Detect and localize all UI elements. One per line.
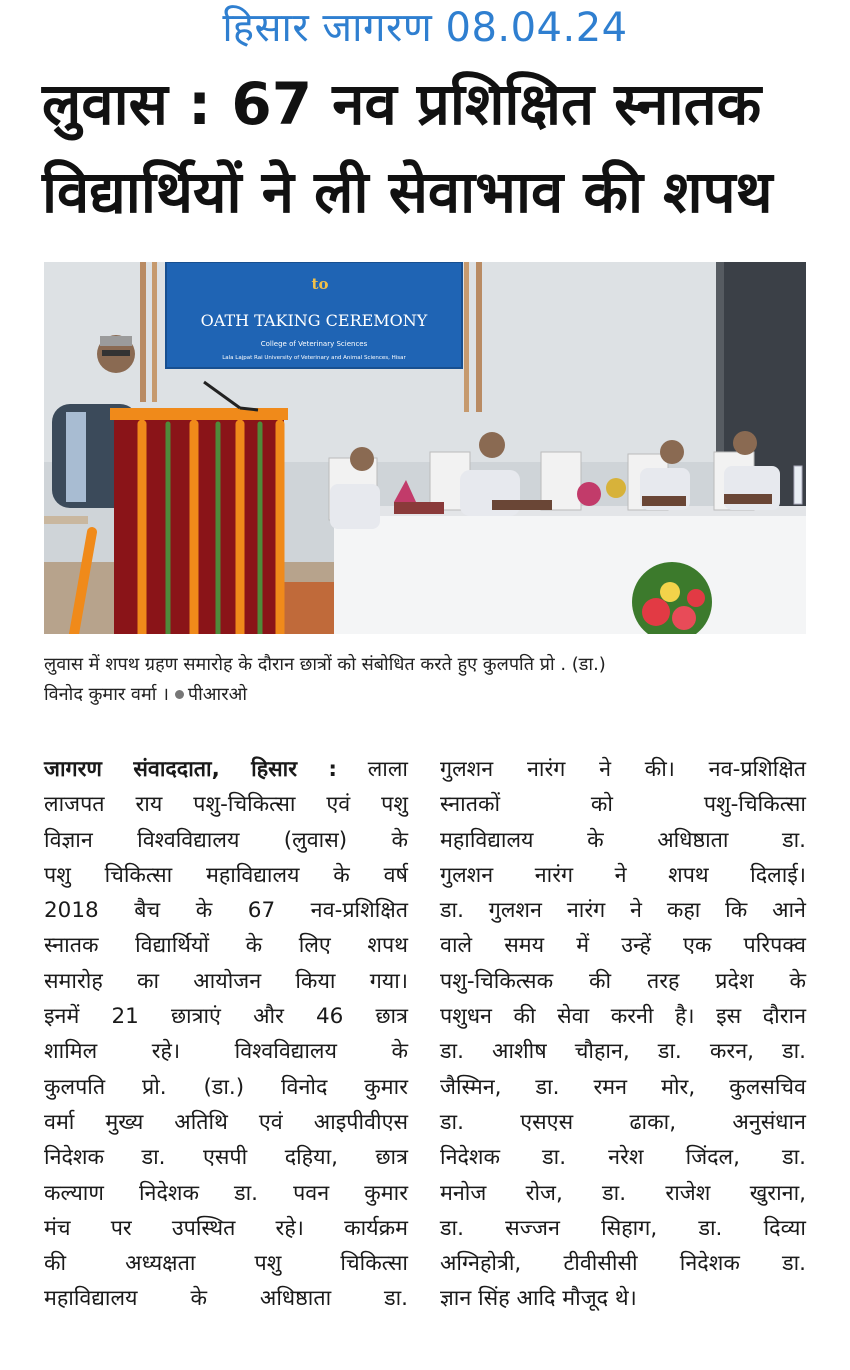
article-line: अग्निहोत्री, टीवीसीसी निदेशक डा.	[440, 1251, 806, 1277]
article-line: निदेशक डा. नरेश जिंदल, डा.	[440, 1145, 806, 1171]
article-line: कल्याण निदेशक डा. पवन कुमार	[44, 1180, 408, 1206]
caption-line-1: लुवास में शपथ ग्रहण समारोह के दौरान छात्रों को संबोधित करते हुए कुलपति प्रो . (डा.)	[44, 654, 606, 675]
headline-line-2: विद्यार्थियों ने ली सेवाभाव की शपथ	[42, 158, 773, 226]
article-line: मंच पर उपस्थित रहे। कार्यक्रम	[44, 1215, 408, 1241]
article-line: वाले समय में उन्हें एक परिपक्व	[440, 933, 806, 959]
article-line: पशु चिकित्सा महाविद्यालय के वर्ष	[44, 862, 408, 888]
article-line: गुलशन नारंग ने शपथ दिलाई।	[440, 862, 806, 888]
article-line: डा. एसएस ढाका, अनुसंधान	[440, 1109, 806, 1135]
article-line: डा. गुलशन नारंग ने कहा कि आने	[440, 898, 806, 924]
article-line: मनोज रोज, डा. राजेश खुराना,	[440, 1180, 806, 1206]
banner-title: OATH TAKING CEREMONY	[200, 311, 428, 330]
caption-line-2	[44, 680, 814, 710]
article-line: महाविद्यालय के अधिष्ठाता डा.	[44, 1286, 408, 1312]
ceremony-banner	[166, 262, 462, 368]
article-line: लाजपत राय पशु-चिकित्सा एवं पशु	[44, 792, 408, 818]
article-column-right	[440, 752, 806, 1317]
article-line: पशु-चिकित्सक की तरह प्रदेश के	[440, 968, 806, 994]
article-column-left	[44, 752, 408, 1317]
article-line: निदेशक डा. एसपी दहिया, छात्र	[44, 1145, 408, 1171]
headline-line-1: लुवास : 67 नव प्रशिक्षित स्नातक	[42, 70, 762, 138]
article-line: इनमें 21 छात्राएं और 46 छात्र	[44, 1004, 408, 1030]
banner-subtitle-1: College of Veterinary Sciences	[260, 340, 368, 348]
photo-credit: पीआरओ	[187, 684, 247, 705]
banner-subtitle-2: Lala Lajpat Rai University of Veterinary and Animal Sciences, Hisar	[222, 355, 406, 361]
podium	[110, 382, 288, 634]
article-line: स्नातकों को पशु-चिकित्सा	[440, 792, 806, 818]
article-line-text: लाला	[336, 757, 408, 782]
article-line: की अध्यक्षता पशु चिकित्सा	[44, 1251, 408, 1277]
article-line	[44, 752, 408, 787]
caption-line-2-text: विनोद कुमार वर्मा ।	[44, 684, 169, 705]
article-line: जैस्मिन, डा. रमन मोर, कुलसचिव	[440, 1074, 806, 1100]
article-line: ज्ञान सिंह आदि मौजूद थे।	[440, 1286, 637, 1312]
credit-dot-icon	[175, 690, 184, 699]
article-line: 2018 बैच के 67 नव-प्रशिक्षित	[44, 898, 408, 924]
article-line: डा. सज्जन सिहाग, डा. दिव्या	[440, 1215, 806, 1241]
article-line: कुलपति प्रो. (डा.) विनोद कुमार	[44, 1074, 408, 1100]
article-line: समारोह का आयोजन किया गया।	[44, 968, 408, 994]
article-line: डा. आशीष चौहान, डा. करन, डा.	[440, 1039, 806, 1065]
article-line: वर्मा मुख्य अतिथि एवं आइपीवीएस	[44, 1109, 408, 1135]
article-line: शामिल रहे। विश्वविद्यालय के	[44, 1039, 408, 1065]
article-line: गुलशन नारंग ने की। नव-प्रशिक्षित	[440, 757, 806, 782]
photo-caption	[44, 650, 814, 710]
article-line: विज्ञान विश्वविद्यालय (लुवास) के	[44, 827, 408, 853]
banner-to: to	[311, 275, 329, 293]
newspaper-edition-tag: हिसार जागरण 08.04.24	[222, 5, 628, 51]
article-line: पशुधन की सेवा करनी है। इस दौरान	[440, 1004, 806, 1030]
article-line: स्नातक विद्यार्थियों के लिए शपथ	[44, 933, 408, 959]
byline: जागरण संवाददाता, हिसार :	[44, 757, 337, 782]
article-line: महाविद्यालय के अधिष्ठाता डा.	[440, 827, 806, 853]
news-photo	[44, 262, 806, 634]
